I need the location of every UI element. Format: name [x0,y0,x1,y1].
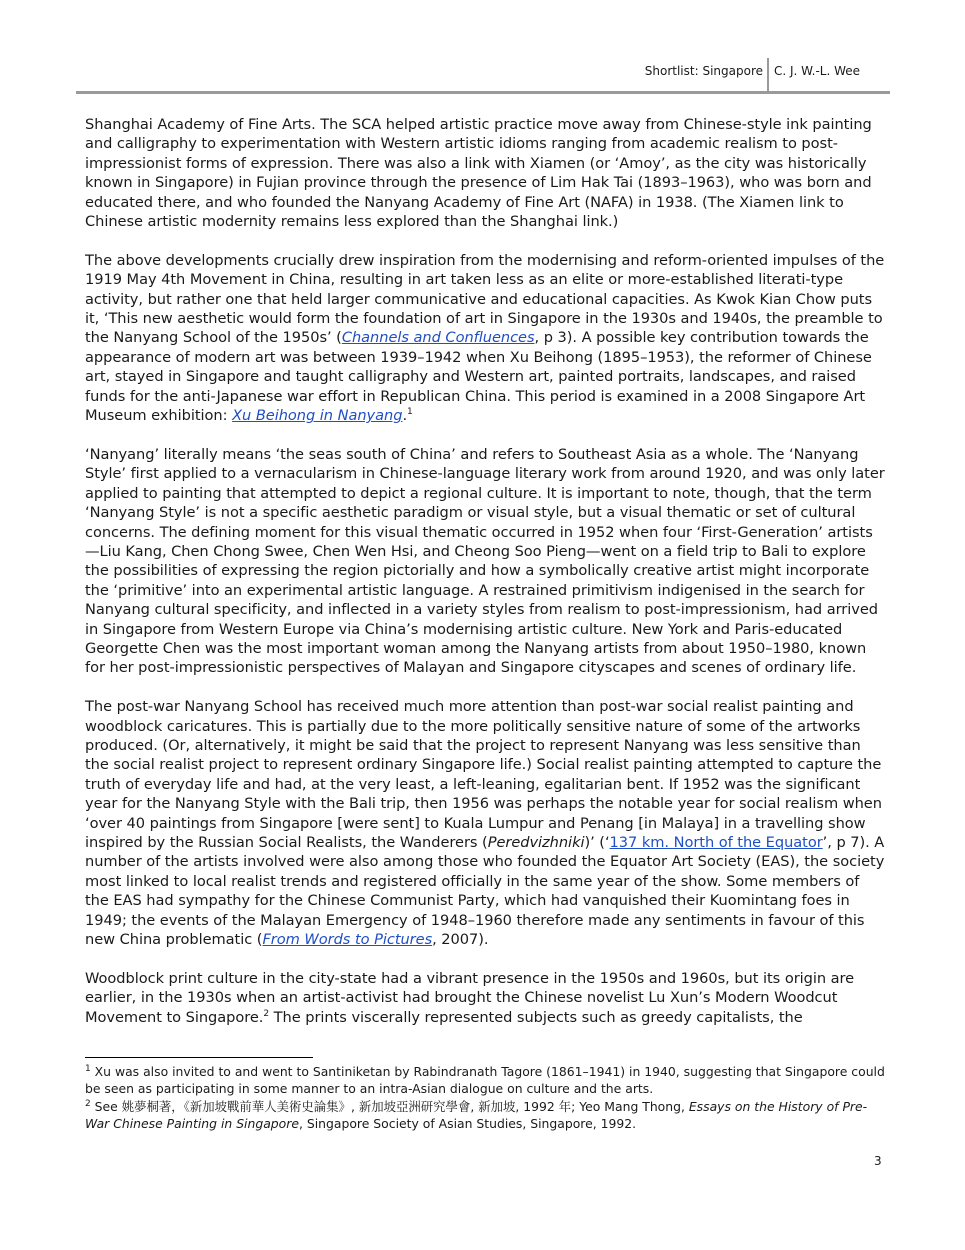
header-author: C. J. W.-L. Wee [774,64,861,78]
paragraph-2: The above developments crucially drew inspiration from the modernising and reform-oriented impulses of the 1919 May 4th Movement in China, resulting in art taken less as an elite or more-established literati-type activity, but rather one that held larger communicative and educational capacities. As Kwok Kian Chow puts it, ‘This new aesthetic would form the foundation of art in Singapore in the 1930s and 1940s, the preamble to the Nanyang School of the 1950s’ (Channels and Confluences, p 3). A possible key contribution towards the appearance of modern art was between 1939–1942 when Xu Beihong (1895–1953), the reformer of Chinese art, stayed in Singapore and taught calligraphy and Western art, painted portraits, landscapes, and raised funds for the anti-Japanese war effort in Republican China. This period is examined in a 2008 Singapore Art Museum exhibition: Xu Beihong in Nanyang.$^1$ [85,251,885,425]
link-channels-and-confluences[interactable]: Channels and Confluences [341,329,535,347]
footnote-rule [85,1057,313,1058]
link-xu-beihong-in-nanyang[interactable]: Xu Beihong in Nanyang [232,407,403,425]
link-137-km-north-of-the-equator[interactable]: 137 km. North of the Equator [609,833,823,851]
paragraph-5 [85,969,885,1027]
paragraph-4-text-a: The post-war Nanyang School has received much more attention than post-war social realist painting and woodblock caricatures. This is partially due to the more politically sensitive nature of some of the artworks produced. (Or, alternatively, it might be said that the project to represent Nanyang was less sensitive than the social realist project to represent ordinary Singapore life.) Social realist painting attempted to capture the truth of everyday life and had, at the very least, a left-leaning, egalitarian bent. If 1952 was the significant year for the Nanyang Style with the Bali trip, then 1956 was perhaps the notable year for social realism when ‘over 40 paintings from Singapore [were sent] to Kuala Lumpur and Penang [in Malaya] in a travelling show inspired by the Russian Social Realists, the Wanderers ( [85,698,882,851]
paragraph-4: The post-war Nanyang School has received much more attention than post-war social realist painting and woodblock caricatures. This is partially due to the more politically sensitive nature of some of the artworks produced. (Or, alternatively, it might be said that the project to represent Nanyang was less sensitive than the social realist project to represent ordinary Singapore life.) Social realist painting attempted to capture the truth of everyday life and had, at the very least, a left-leaning, egalitarian bent. If 1952 was the significant year for the Nanyang Style with the Bali trip, then 1956 was perhaps the notable year for social realism when ‘over 40 paintings from Singapore [were sent] to Kuala Lumpur and Penang [in Malaya] in a travelling show inspired by the Russian Social Realists, the Wanderers (Peredvizhniki)’ (‘137 km. North of the Equator’, p 7). A number of the artists involved were also among those who founded the Equator Art Society (EAS), the society most linked to local realist trends and registered officially in the same year of the show. Some members of the EAS had sympathy for the Chinese Communist Party, which had vanquished their Kuomintang foes in 1949; the events of the Malayan Emergency of 1948–1960 therefore made any sentiments in favour of this new China problematic (From Words to Pictures, 2007). [85,698,885,949]
header-rule [76,91,890,94]
paragraph-4-text-c: ’, p 7). A number of the artists involved were also among those who founded the Equator Art Society (EAS), the society most linked to local realist trends and registered officially in the same year of the show. Some members of the EAS had sympathy for the Chinese Communist Party, which had vanquished their Kuomintang foes in 1949; the events of the Malayan Emergency of 1948–1960 therefore made any sentiments in favour of this new China problematic ( [85,833,885,949]
paragraph-2-text-a: The above developments crucially drew inspiration from the modernising and reform-oriented impulses of the 1919 May 4th Movement in China, resulting in art taken less as an elite or more-established literati-type activity, but rather one that held larger communicative and educational capacities. As Kwok Kian Chow puts it, ‘This new aesthetic would form the foundation of art in Singapore in the 1930s and 1940s, the preamble to the Nanyang School of the 1950s’ ( [85,251,885,347]
footnotes [85,1063,885,1132]
header-section-title: Shortlist: Singapore [644,64,763,78]
footnote-ref-2: 2 [263,1008,270,1019]
footnote-ref-1: 1 [407,407,413,418]
peredvizhniki-term: Peredvizhniki [487,833,585,851]
paragraph-5-text-b: The prints viscerally represented subjects such as greedy capitalists, the [269,1008,803,1026]
link-from-words-to-pictures[interactable]: From Words to Pictures [262,931,433,949]
body-text [85,115,885,1046]
paragraph-5-text-a: Woodblock print culture in the city-state had a vibrant presence in the 1950s and 1960s, but its origin are earlier, in the 1930s when an artist-activist had brought the Chinese novelist Lu Xun’s Modern Woodcut Movement to Singapore. [85,969,855,1026]
page-number: 3 [874,1154,882,1168]
paragraph-3: ‘Nanyang’ literally means ‘the seas south of China’ and refers to Southeast Asia as a whole. The ‘Nanyang Style’ first applied to a vernacularism in Chinese-language literary work from around 1920, and was only later applied to painting that attempted to depict a regional culture. It is important to note, though, that the term ‘Nanyang Style’ is not a specific aesthetic paradigm or visual style, but a visual thematic or set of cultural concerns. The defining moment for this visual thematic occurred in 1952 when four ‘First-Generation’ artists—Liu Kang, Chen Chong Swee, Chen Wen Hsi, and Cheong Soo Pieng—went on a field trip to Bali to explore the possibilities of expressing the region pictorially and how a symbolically creative artist might incorporate the ‘primitive’ into an experimental artistic language. A restrained primitivism indigenised in the search for Nanyang cultural specificity, and inflected in a variety styles from realism to post-impressionism, had arrived in Singapore from Western Europe via China’s modernising artistic culture. New York and Paris-educated Georgette Chen was the most important woman among the Nanyang artists from about 1950–1980, known for her post-impressionistic perspectives of Malayan and Singapore cityscapes and scenes of ordinary life. [85,445,885,677]
footnote-1: $^1$ Xu was also invited to and went to Santiniketan by Rabindranath Tagore (1861–1941) in 1940, suggesting that Singapore could be seen as participating in some manner to an intra-Asian dialogue on culture and the arts. [85,1063,885,1097]
header-divider [767,58,769,91]
paragraph-2-text-b: , p 3). A possible key contribution towards the appearance of modern art was between 1939–1942 when Xu Beihong (1895–1953), the reformer of Chinese art, stayed in Singapore and taught calligraphy and Western art, painted portraits, landscapes, and raised funds for the anti-Japanese war effort in Republican China. This period is examined in a 2008 Singapore Art Museum exhibition: [85,329,872,425]
running-header [620,55,890,91]
footnote-2: $^2$ See 姚夢桐著，《新加坡戰前華人美術史論集》, 新加坡亞洲研究學會, 新加坡, 1992 年; Yeo Mang Thong, Essays on the History of Pre-War Chinese Painting in Singapore, Singapore Society of Asian Studies, Singapore, 1992. [85,1098,868,1131]
paragraph-1: Shanghai Academy of Fine Arts. The SCA helped artistic practice move away from Chinese-style ink painting and calligraphy to experimentation with Western artistic idioms ranging from academic realism to post-impressionist forms of expression. There was also a link with Xiamen (or ‘Amoy’, as the city was historically known in Singapore) in Fujian province through the presence of Lim Hak Tai (1893–1963), who was born and educated there, and who founded the Nanyang Academy of Fine Art (NAFA) in 1938. (The Xiamen link to Chinese artistic modernity remains less explored than the Shanghai link.) [85,116,872,231]
